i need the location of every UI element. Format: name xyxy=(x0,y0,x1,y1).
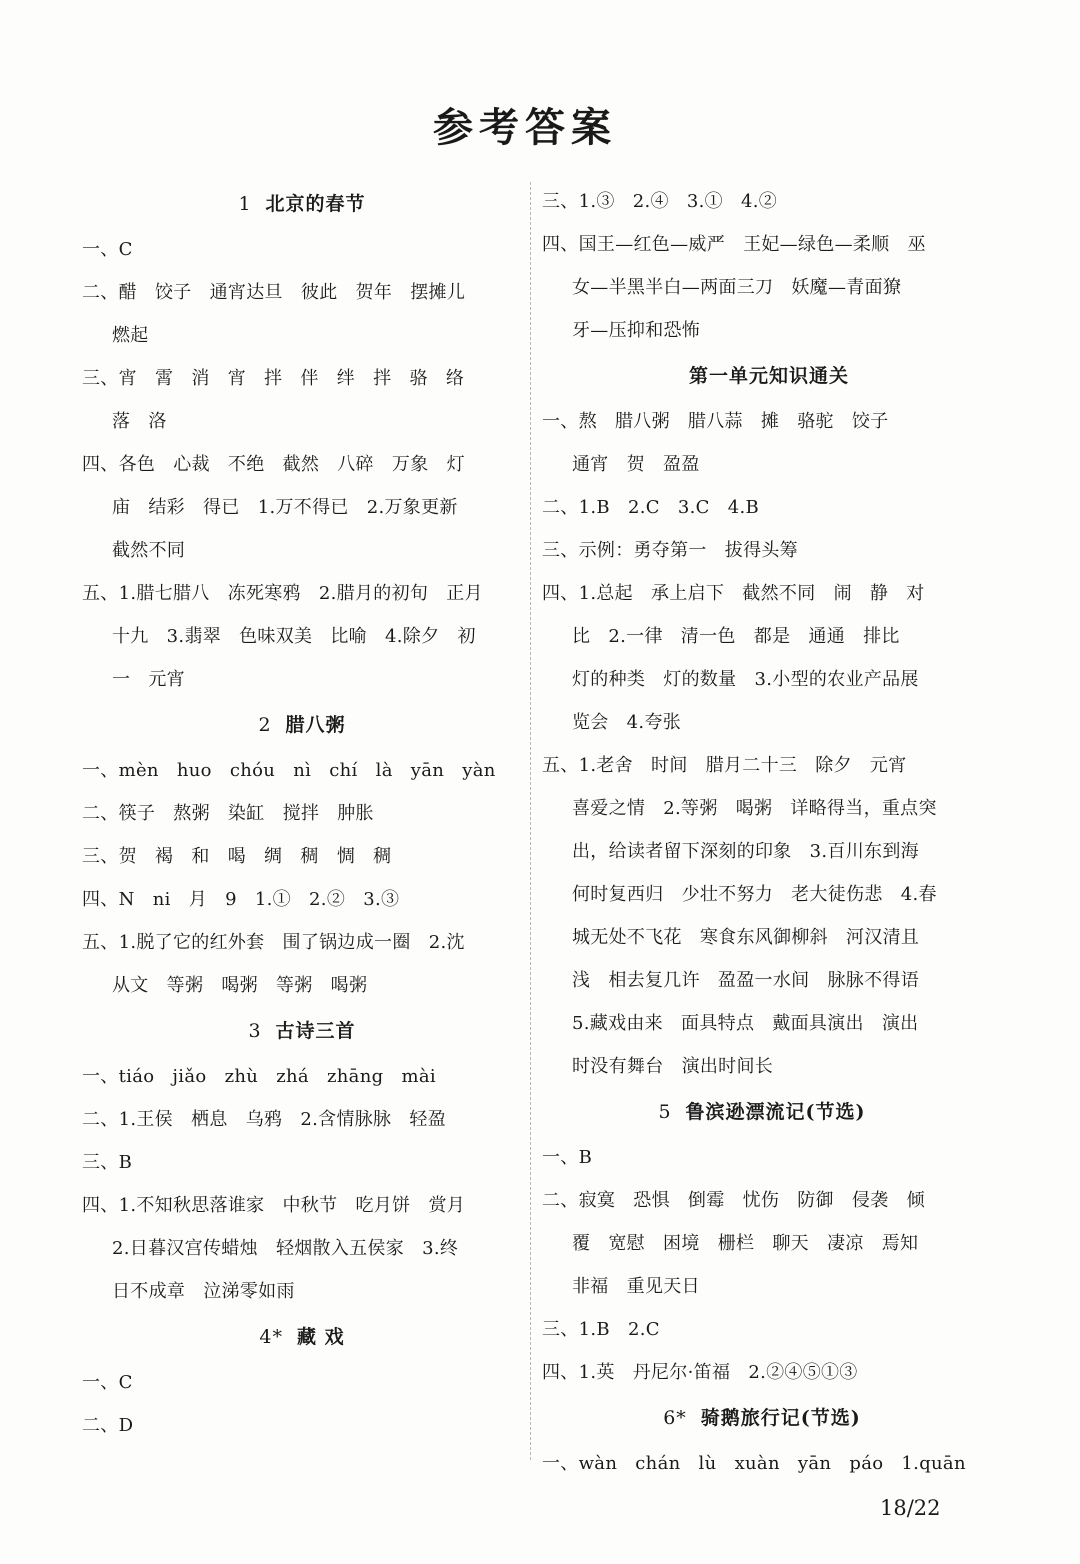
answer-continuation: 出，给读者留下深刻的印象 3.百川东到海 xyxy=(572,841,919,862)
answer-continuation: 截然不同 xyxy=(112,540,186,561)
answer-line: 四、1.不知秋思落谁家 中秋节 吃月饼 赏月 xyxy=(82,1195,466,1216)
answer-line: 四、国王—红色—威严 王妃—绿色—柔顺 巫 xyxy=(542,234,926,255)
answer-continuation: 从文 等粥 喝粥 等粥 喝粥 xyxy=(112,975,368,996)
answer-continuation: 2.日暮汉宫传蜡烛 轻烟散入五侯家 3.终 xyxy=(112,1238,459,1259)
answer-line: 二、1.王侯 栖息 乌鸦 2.含情脉脉 轻盈 xyxy=(82,1109,447,1130)
section-heading xyxy=(82,1007,522,1055)
section-title-text: 古诗三首 xyxy=(275,1020,356,1042)
answer-continuation: 城无处不飞花 寒食东风御柳斜 河汉清且 xyxy=(572,927,920,948)
section-title-text: 藏 戏 xyxy=(296,1326,345,1348)
answer-continuation: 浅 相去复几许 盈盈一水间 脉脉不得语 xyxy=(572,970,919,991)
answer-line: 二、筷子 熬粥 染缸 搅拌 肿胀 xyxy=(82,803,374,824)
section-heading xyxy=(82,1313,522,1361)
answer-line: 四、N ni 月 9 1.① 2.② 3.③ xyxy=(82,889,400,910)
answer-line: 一、tiáo jiǎo zhù zhá zhāng mài xyxy=(82,1066,436,1087)
page-number: 18/22 xyxy=(880,1496,941,1520)
answer-line: 一、C xyxy=(82,239,133,260)
section-title-text: 鲁滨逊漂流记(节选) xyxy=(685,1101,866,1123)
section-number: 4* xyxy=(259,1326,283,1348)
answer-continuation: 通宵 贺 盈盈 xyxy=(572,454,700,475)
answer-line: 一、熬 腊八粥 腊八蒜 摊 骆驼 饺子 xyxy=(542,411,889,432)
section-title-text: 腊八粥 xyxy=(285,714,346,736)
answer-continuation: 日不成章 泣涕零如雨 xyxy=(112,1281,295,1302)
answer-line: 三、宵 霄 消 宵 拌 伴 绊 拌 骆 络 xyxy=(82,368,465,389)
answer-line: 二、醋 饺子 通宵达旦 彼此 贺年 摆摊儿 xyxy=(82,282,466,303)
section-number: 5 xyxy=(658,1101,672,1123)
answer-continuation: 庙 结彩 得已 1.万不得已 2.万象更新 xyxy=(112,497,458,518)
answer-continuation: 牙—压抑和恐怖 xyxy=(572,320,701,341)
answer-line: 二、D xyxy=(82,1415,134,1436)
section-heading xyxy=(82,180,522,228)
answer-continuation: 落 洛 xyxy=(112,411,167,432)
answer-line: 一、mèn huo chóu nì chí là yān yàn xyxy=(82,760,496,781)
section-number: 3 xyxy=(248,1020,262,1042)
answer-line: 二、寂寞 恐惧 倒霉 忧伤 防御 侵袭 倾 xyxy=(542,1190,925,1211)
section-title-text: 北京的春节 xyxy=(265,193,366,215)
section-title-text: 第一单元知识通关 xyxy=(688,365,849,387)
answer-line: 五、1.老舍 时间 腊月二十三 除夕 元宵 xyxy=(542,755,907,776)
answer-line: 三、B xyxy=(82,1152,133,1173)
answer-continuation: 女—半黑半白—两面三刀 妖魔—青面獠 xyxy=(572,277,902,298)
answer-line: 三、贺 褐 和 喝 绸 稠 惆 稠 xyxy=(82,846,392,867)
answer-continuation: 5.藏戏由来 面具特点 戴面具演出 演出 xyxy=(572,1013,919,1034)
section-title-text: 骑鹅旅行记(节选) xyxy=(700,1407,861,1429)
answer-continuation: 非福 重见天日 xyxy=(572,1276,700,1297)
section-number: 6* xyxy=(663,1407,687,1429)
answer-line: 三、1.B 2.C xyxy=(542,1319,660,1340)
answer-line: 三、示例：勇夺第一 拔得头筹 xyxy=(542,540,798,561)
answer-line: 一、wàn chán lù xuàn yān páo 1.quān xyxy=(542,1453,966,1474)
answer-continuation: 何时复西归 少壮不努力 老大徒伤悲 4.春 xyxy=(572,884,937,905)
section-number: 1 xyxy=(238,193,252,215)
answer-continuation: 览会 4.夸张 xyxy=(572,712,682,733)
answer-continuation: 十九 3.翡翠 色味双美 比喻 4.除夕 初 xyxy=(112,626,476,647)
section-heading xyxy=(82,701,522,749)
answer-line: 三、1.③ 2.④ 3.① 4.② xyxy=(542,191,778,212)
answer-continuation: 覆 宽慰 困境 栅栏 聊天 凄凉 焉知 xyxy=(572,1233,919,1254)
page-title: 参考答案 xyxy=(433,104,617,151)
answer-line: 一、C xyxy=(82,1372,133,1393)
answer-line: 一、B xyxy=(542,1147,593,1168)
section-number: 2 xyxy=(258,714,272,736)
answer-continuation: 一 元宵 xyxy=(112,669,185,690)
answer-line: 五、1.脱了它的红外套 围了锅边成一圈 2.沈 xyxy=(82,932,465,953)
left-column xyxy=(82,180,522,1447)
section-heading xyxy=(542,1088,982,1136)
answer-line: 二、1.B 2.C 3.C 4.B xyxy=(542,497,760,518)
answer-line: 五、1.腊七腊八 冻死寒鸦 2.腊月的初旬 正月 xyxy=(82,583,483,604)
answer-line: 四、各色 心裁 不绝 截然 八碎 万象 灯 xyxy=(82,454,465,475)
column-divider xyxy=(530,182,531,1460)
answer-continuation: 燃起 xyxy=(112,325,149,346)
answer-continuation: 喜爱之情 2.等粥 喝粥 详略得当，重点突 xyxy=(572,798,937,819)
right-column xyxy=(542,180,982,1485)
section-heading xyxy=(542,1394,982,1442)
answer-line: 四、1.总起 承上启下 截然不同 闹 静 对 xyxy=(542,583,925,604)
section-heading xyxy=(542,352,982,400)
answer-continuation: 灯的种类 灯的数量 3.小型的农业产品展 xyxy=(572,669,919,690)
answer-continuation: 时没有舞台 演出时间长 xyxy=(572,1056,774,1077)
answer-continuation: 比 2.一律 清一色 都是 通通 排比 xyxy=(572,626,900,647)
answer-line: 四、1.英 丹尼尔·笛福 2.②④⑤①③ xyxy=(542,1362,858,1383)
